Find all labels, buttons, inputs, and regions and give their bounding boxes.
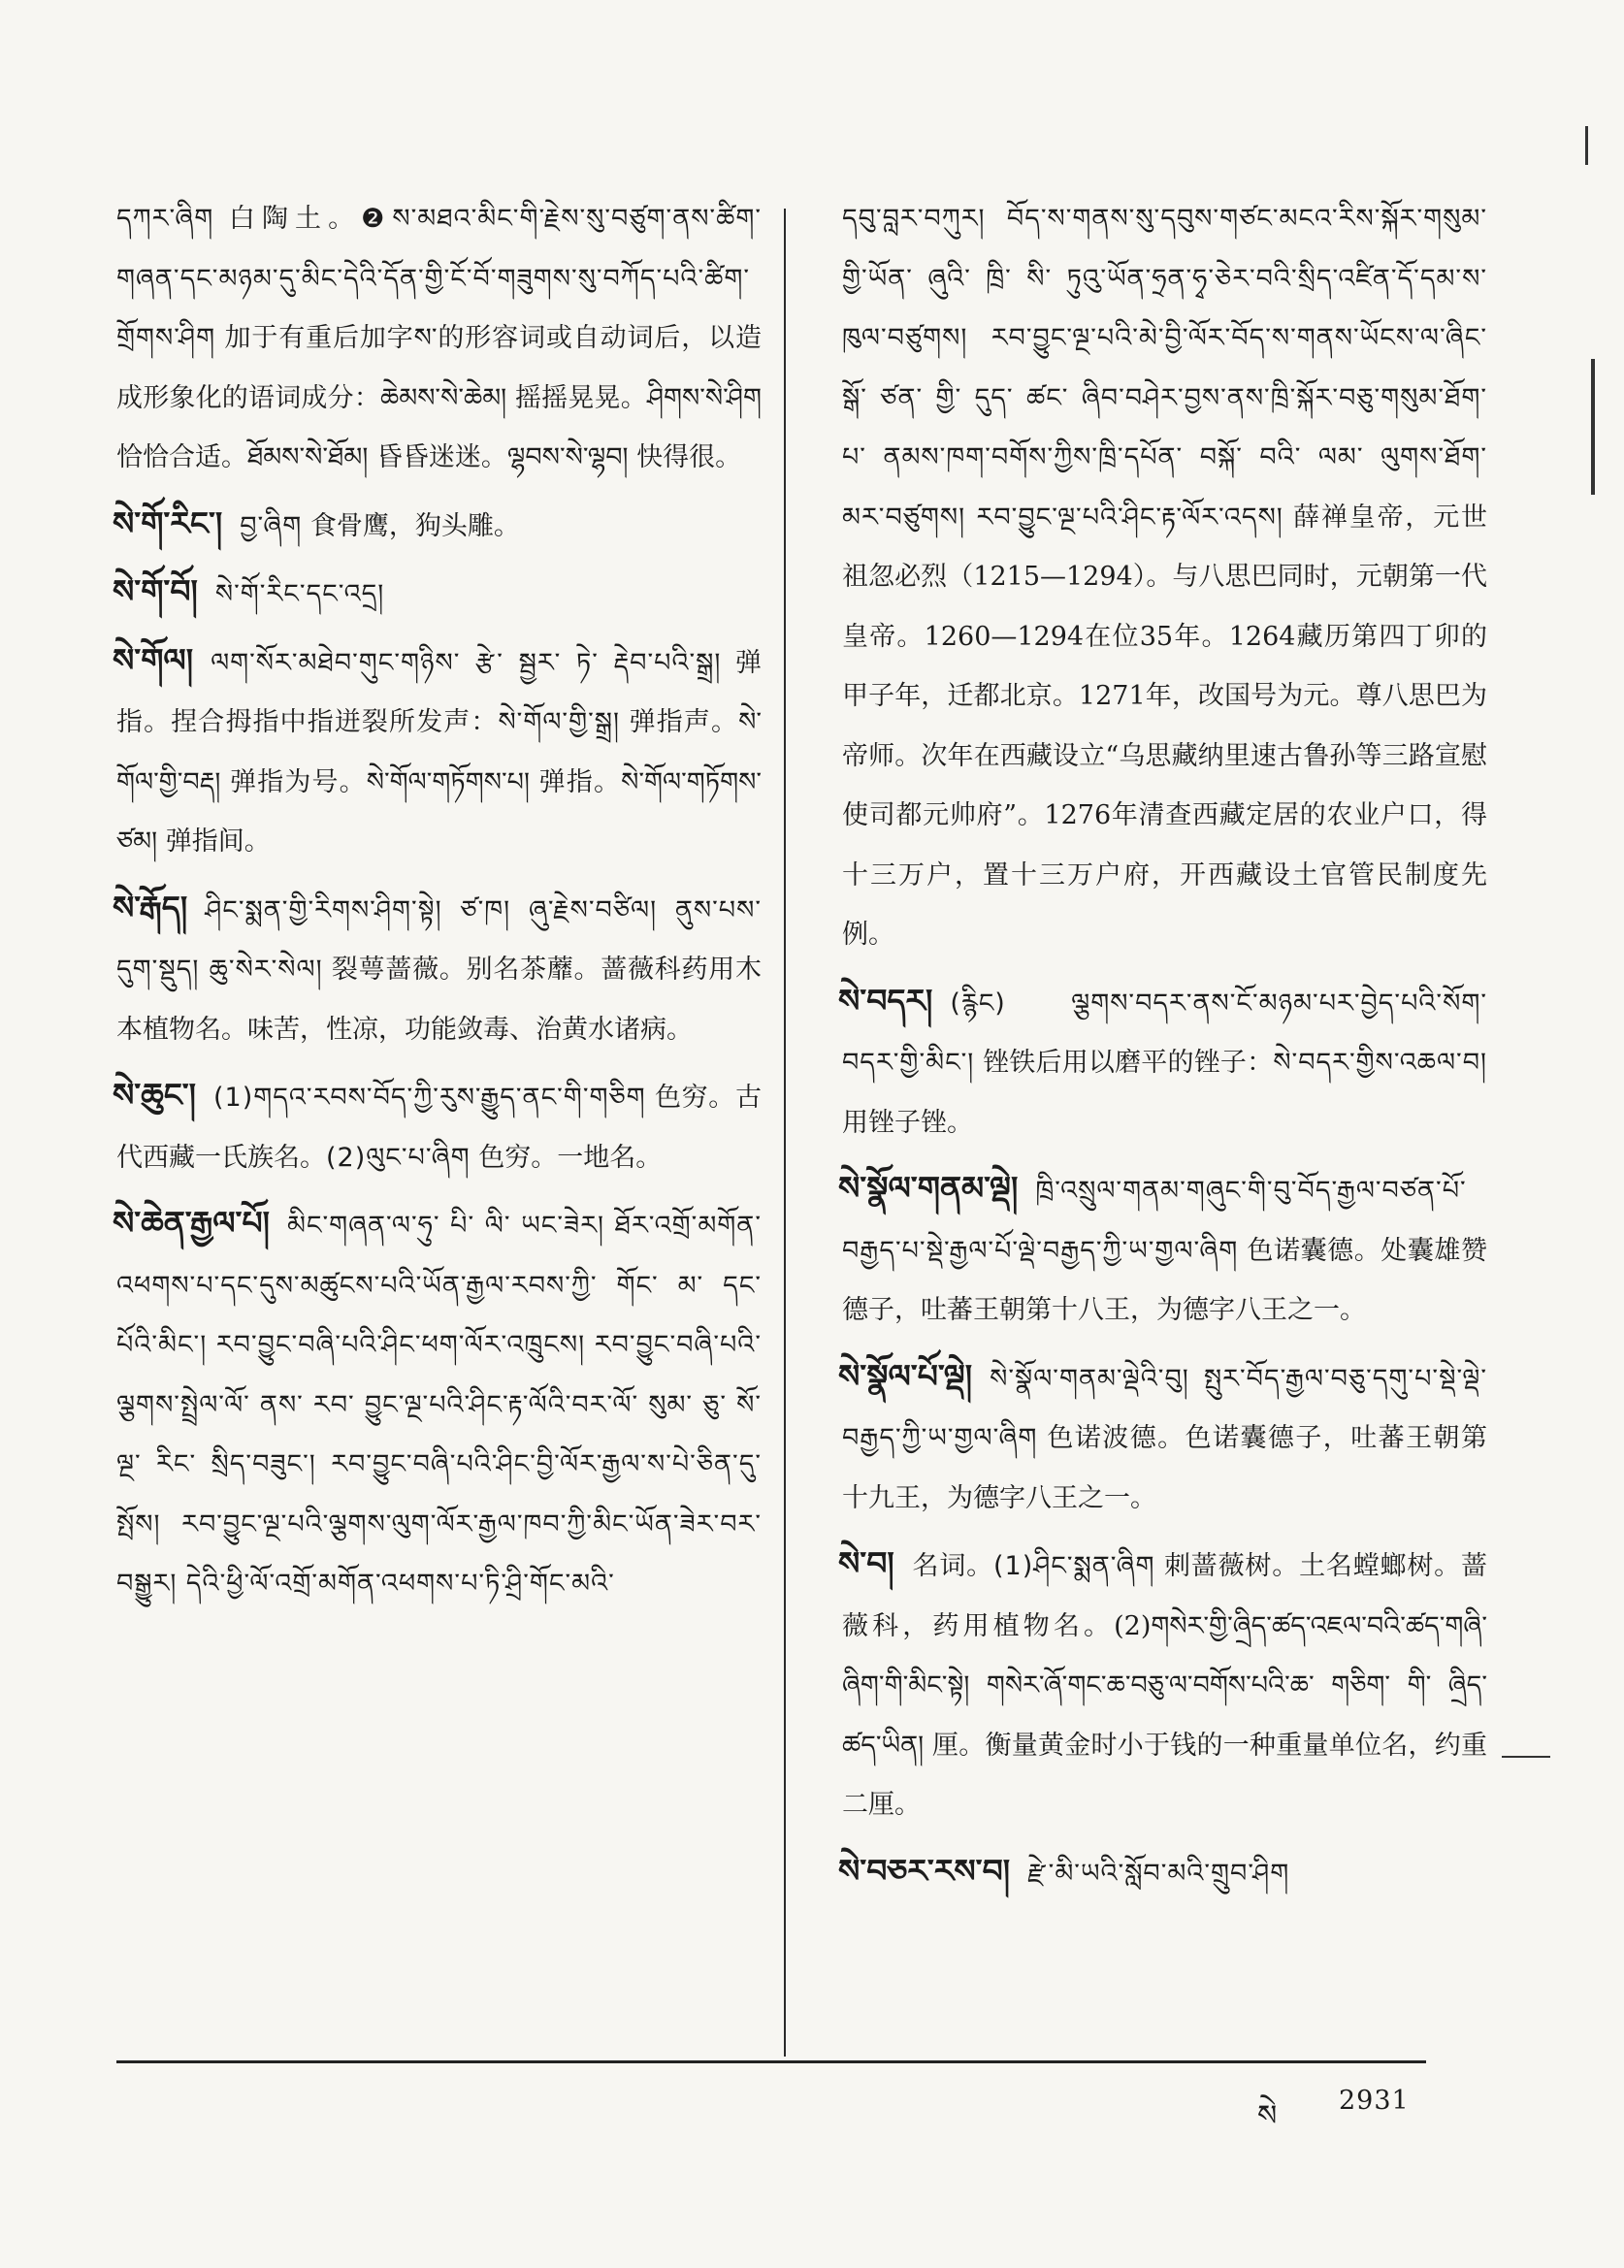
tibetan-text: ལག་སོར་མཐེབ་གུང་གཉིས་ རྩེ་ སྦྱར་ ཏེ་ རྡེབ་པའི་སྒྲ། bbox=[211, 647, 722, 678]
tibetan-text: ཤིང་སྨན་གྱི་རིགས་ཤིག་སྟེ། ཙ་ཁ། ཞུ་རྗེས་བཙིལ། ནུས་པས་དུག་སྡུད། ཆུ་སེར་སེལ། bbox=[116, 894, 762, 985]
chinese-text: 色诺囊德。处囊雄赞德子，吐蕃王朝第十八王，为德字八王之一。 bbox=[842, 1235, 1487, 1325]
tibetan-text: (1)ཤིང་སྨན་ཞིག bbox=[992, 1551, 1155, 1581]
dictionary-entry bbox=[842, 189, 1487, 965]
dictionary-entry bbox=[113, 1065, 762, 1187]
headword: སེ་བདར། bbox=[838, 981, 933, 1020]
headword: སེ་བཅར་རས་བ། bbox=[838, 1851, 1011, 1890]
headword: སེ་གོ་རིང་། bbox=[113, 503, 223, 542]
dictionary-entry bbox=[838, 971, 1487, 1153]
chinese-text: 薛禅皇帝，元世祖忽必烈（1215—1294）。与八思巴同时，元朝第一代皇帝。1260—1294在位35年。1264藏历第四丁卯的甲子年，迁都北京。1271年，改国号为元。尊八思巴为帝师。次年在西藏设立“乌思藏纳里速古鲁孙等三路宣慰使司都元帅府”。1276年清查西藏定居的农业户口，得十三万户，置十三万户府，开西藏设土官管民制度先例。 bbox=[842, 502, 1487, 950]
chinese-text: 食骨鹰，狗头雕。 bbox=[302, 510, 520, 541]
headword: སེ་ཆེན་རྒྱལ་པོ། bbox=[113, 1204, 270, 1242]
footer-rule bbox=[116, 2060, 1426, 2063]
chinese-text: 刺蔷薇树。土名螳螂树。蔷薇科，药用植物名。(2)གསེར་གྱི་ཞྲིད་ཚད་འཇལ་བའི་ཚད་གཞི་ཞིག་གི་མིང་སྟེ། གསེར་ཞོ་གང་ཆ་བཅུ་ལ་བགོས་པའི་ཆ་ གཅིག་ གི་ ཞྲིད་ཚད་ཡིན། 厘。衡量黄金时小于钱的一种重量单位名，约重二厘。 bbox=[842, 1551, 1487, 1820]
right-column bbox=[838, 189, 1487, 1909]
column-divider bbox=[784, 209, 786, 2057]
tibetan-text: (1)གདའ་རབས་བོད་ཀྱི་རུས་རྒྱུད་ནང་གི་གཅིག bbox=[213, 1083, 646, 1113]
tibetan-text: མིང་གཞན་ལ་ཧུ་ པི་ ལི་ ཡང་ཟེར། ཐོར་འགྲོ་མགོན་འཕགས་པ་དང་དུས་མཚུངས་པའི་ཡོན་རྒྱལ་རབས་ཀྱི་ གོང་ མ་ དང་ པོའི་མིང་། རབ་བྱུང་བཞི་པའི་ཤིང་ཕག་ལོར་འཁྲུངས། རབ་བྱུང་བཞི་པའི་ལྕགས་སྤྲེལ་ལོ་ ནས་ རབ་ བྱུང་ལྔ་པའི་ཤིང་རྟ་ལོའི་བར་ལོ་ སུམ་ ཅུ་ སོ་ ལྔ་ རིང་ སྲིད་བཟུང་། རབ་བྱུང་བཞི་པའི་ཤིང་བྱི་ལོར་རྒྱལ་ས་པེ་ཅིན་དུ་སྤོས། རབ་བྱུང་ལྔ་པའི་ལྕགས་ལུག་ལོར་རྒྱལ་ཁབ་ཀྱི་མིང་ཡོན་ཟེར་བར་བསྒྱུར། དེའི་ཕྱི་ལོ་འགྲོ་མགོན་འཕགས་པ་ཏི་ཤྲི་གོང་མའི་ bbox=[116, 1211, 762, 1599]
headword: སེ་བ། bbox=[838, 1544, 894, 1582]
tibetan-text: ❷ས་མཐའ་མིང་གི་རྗེས་སུ་བཙུག་ནས་ཚིག་གཞན་དང་མཉམ་དུ་མིང་དེའི་དོན་གྱི་ངོ་བོ་གཟུགས་སུ་བཀོད་པའི་ཚིག་གྲོགས་ཤིག bbox=[116, 204, 762, 353]
margin-mark bbox=[1502, 1756, 1550, 1758]
chinese-text: 色诺波德。色诺囊德子，吐蕃王朝第十九王，为德字八王之一。 bbox=[842, 1423, 1487, 1513]
dictionary-entry bbox=[116, 189, 762, 488]
left-column bbox=[113, 189, 762, 1620]
chinese-text: 白陶土。 bbox=[213, 204, 362, 234]
tibetan-text: སེ་གོལ་གྱི་སྒྲ། bbox=[498, 707, 620, 737]
margin-mark bbox=[1585, 126, 1588, 165]
chinese-text: 弹指。捏合拇指中指迸裂所发声： bbox=[116, 647, 762, 737]
tibetan-text: ཁྲི་འསྲུལ་གནམ་གཞུང་གི་བུ་བོད་རྒྱལ་བཙན་པོ་བརྒྱད་པ་སྡེ་རྒྱལ་པོ་ལྡེ་བརྒྱད་ཀྱི་ཡ་གྱལ་ཞིག bbox=[842, 1176, 1467, 1266]
dictionary-entry bbox=[838, 1841, 1487, 1904]
dictionary-entry bbox=[838, 1534, 1487, 1835]
dictionary-entry bbox=[838, 1158, 1487, 1341]
tibetan-text: (རྙིང) ལྕགས་བདར་ནས་ངོ་མཉམ་པར་བྱེད་པའི་སོག་བདར་གྱི་མིང་། bbox=[842, 988, 1487, 1078]
dictionary-entry bbox=[113, 562, 762, 625]
headword: སེ་ཆུང་། bbox=[113, 1076, 196, 1114]
dictionary-entry bbox=[113, 1193, 762, 1614]
chinese-text: 色穷。一地名。 bbox=[470, 1142, 663, 1173]
headword: སེ་རྒོད། bbox=[113, 888, 188, 926]
margin-mark bbox=[1591, 359, 1595, 495]
tibetan-text: སེ་བདར་གྱིས་འཆལ་བ། bbox=[1273, 1048, 1487, 1078]
dictionary-entry bbox=[838, 1346, 1487, 1529]
tibetan-text: བྱ་ཞིག bbox=[240, 510, 303, 541]
tibetan-text: དཀར་ཞིག bbox=[116, 204, 214, 234]
chinese-text: 裂萼蔷薇。别名茶蘼。蔷薇科药用木本植物名。味苦，性凉，功能敛毒、治黄水诸病。 bbox=[116, 955, 762, 1045]
section-letter: སེ bbox=[1257, 2099, 1278, 2133]
dictionary-entry bbox=[113, 631, 762, 872]
dictionary-entry bbox=[113, 494, 762, 557]
headword: སེ་སྣོལ་པོ་ལྡེ། bbox=[838, 1356, 973, 1395]
chinese-text: 名词。 bbox=[911, 1551, 993, 1581]
chinese-text: 色穷。古代西藏一氏族名。 bbox=[116, 1083, 762, 1173]
dictionary-entry bbox=[113, 878, 762, 1060]
page-number: 2931 bbox=[1339, 2086, 1410, 2116]
chinese-text: 用锉子锉。 bbox=[842, 1107, 973, 1138]
tibetan-text: སེ་སྣོལ་གནམ་ལྡེའི་བུ། སྤུར་བོད་རྒྱལ་བཅུ་དགུ་པ་སྡེ་ལྡེ་བརྒྱད་ཀྱི་ཡ་གྱལ་ཞིག bbox=[842, 1363, 1487, 1453]
headword: སེ་སྣོལ་གནམ་ལྡེ། bbox=[838, 1169, 1019, 1207]
tibetan-text: རྫེ་མི་ཡའི་སློབ་མའི་གྲུབ་ཤིག bbox=[1027, 1858, 1290, 1889]
headword: སེ་གོ་བོ། bbox=[113, 572, 198, 610]
tibetan-text: དབུ་བླར་བཀུར། བོད་ས་གནས་སུ་དབུས་གཙང་མངའ་རིས་སྐོར་གསུམ་གྱི་ཡོན་ ཞུའི་ ཁྲི་ སི་ ཏུའུ་ཡོན་ཧྲན་ཧྭ་ཅེར་བའི་སྲིད་འཛིན་དོ་དམ་ས་ཁུལ་བཙུགས། རབ་བྱུང་ལྔ་པའི་མེ་བྱི་ལོར་བོད་ས་གནས་ཡོངས་ལ་ཞིང་ སྒོ་ ཙན་ གྱི་ དུད་ ཚང་ ཞིབ་བཤེར་བྱས་ནས་ཁྲི་སྐོར་བཅུ་གསུམ་ཐོག་པ་ ནམས་ཁག་བགོས་ཀྱིས་ཁྲི་དཔོན་ བསྐོ་ བའི་ ལམ་ ལུགས་ཐོག་མར་བཙུགས། རབ་བྱུང་ལྔ་པའི་ཤིང་རྟ་ལོར་འདས། bbox=[842, 204, 1487, 533]
tibetan-text: (2)ལུང་པ་ཞིག bbox=[326, 1142, 471, 1173]
chinese-text: 加于有重后加字ས་的形容词或自动词后，以造成形象化的语词成分：ཆེམས་སེ་ཆེམ། 摇摇晃晃。ཤིགས་སེ་ཤིག 恰恰合适。ཐོམས་སེ་ཐོམ། 昏昏迷迷。ལྷབས་སེ་ལྷབ། 快得很。 bbox=[116, 323, 762, 472]
headword: སེ་གོལ། bbox=[113, 640, 194, 679]
chinese-text: 锉铁后用以磨平的锉子： bbox=[974, 1048, 1274, 1078]
chinese-text: 弹指声。སེ་གོལ་གྱི་བརྡ། 弹指为号。སེ་གོལ་གཏོགས་པ། 弹指。སེ་གོལ་གཏོགས་ཙམ། 弹指间。 bbox=[116, 707, 762, 857]
tibetan-text: སེ་གོ་རིང་དང་འདྲ། bbox=[214, 579, 385, 609]
